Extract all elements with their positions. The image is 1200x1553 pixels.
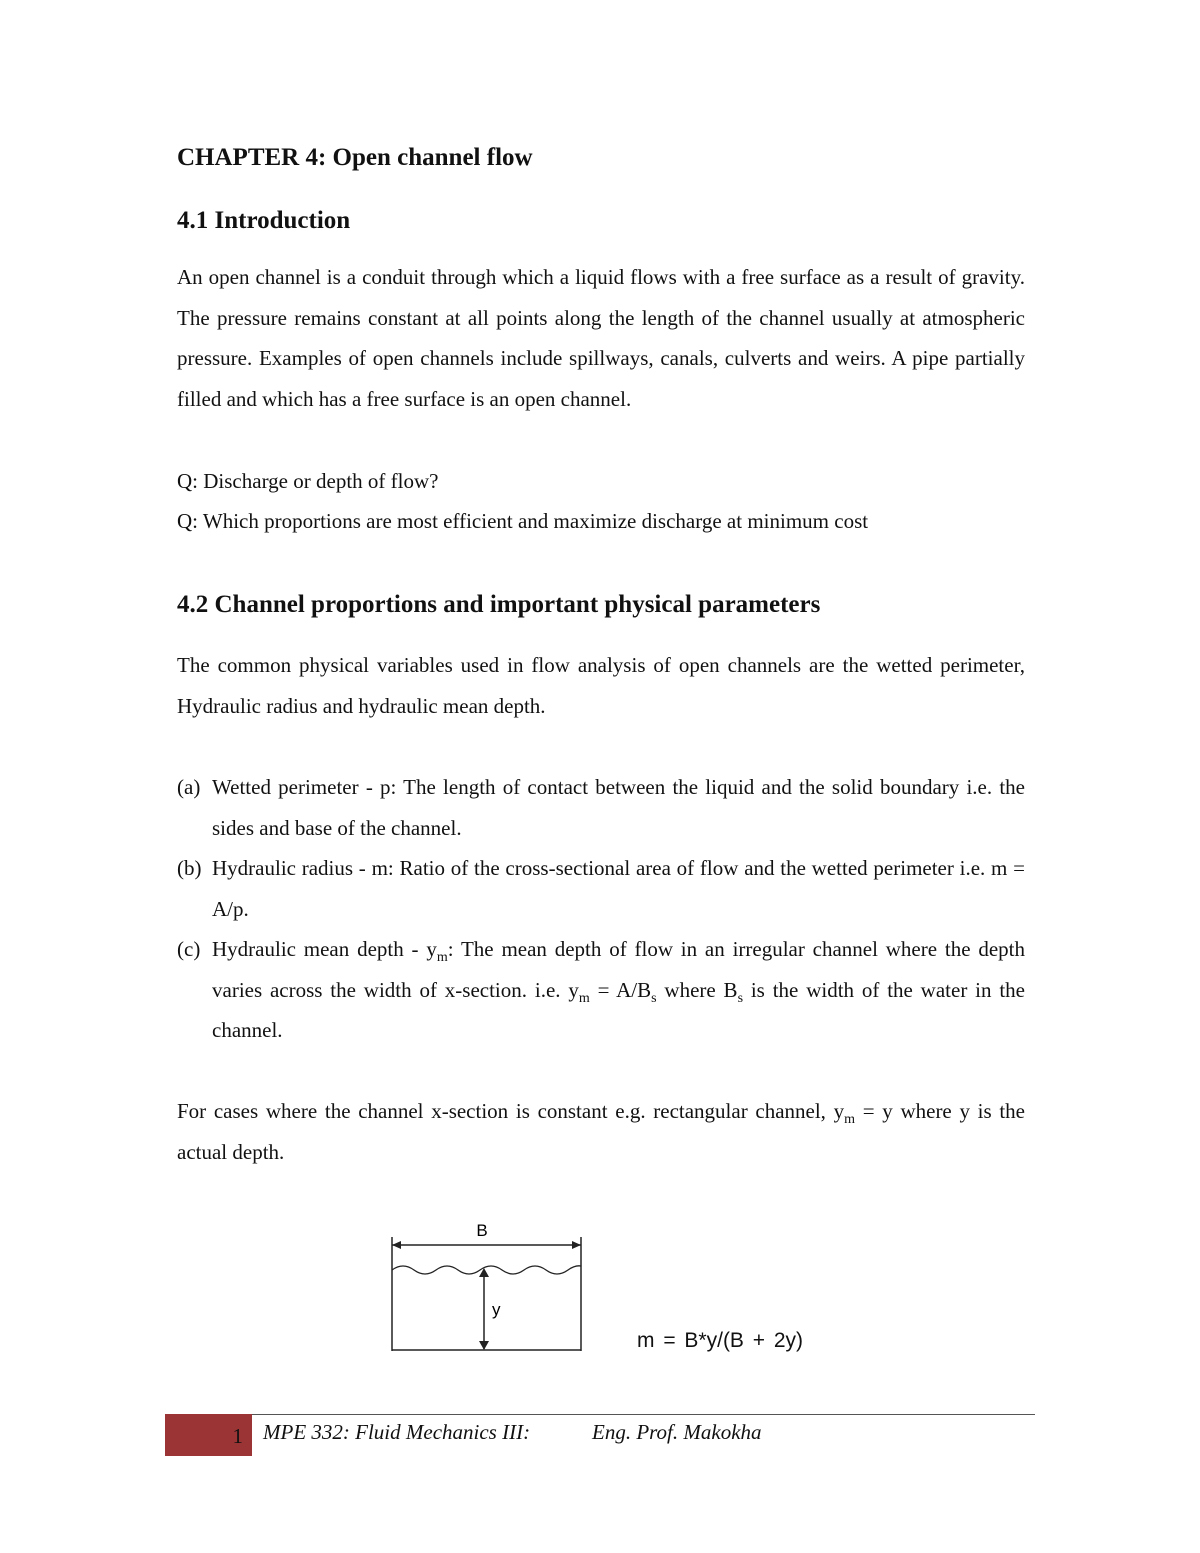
section-heading-introduction: 4.1 Introduction: [177, 207, 351, 234]
list-marker: (a): [177, 775, 201, 799]
question-1: Q: Discharge or depth of flow?: [177, 469, 439, 493]
list-item-text: Hydraulic mean depth - $y_m$: The mean depth of flow in an irregular channel where the depth varies across the width of x-section. i.e. $y_m = A/B_s$ where $B_s$ is the width of the water in the channel.: [212, 937, 1025, 1043]
question-2: Q: Which proportions are most efficient and maximize discharge at minimum cost: [177, 509, 869, 533]
introduction-paragraph: An open channel is a conduit through which a liquid flows with a free surface as a result of gravity. The pressure remains constant at all points along the length of the channel usually at atmospheric pressure. Examples of open channels include spillways, canals, culverts and weirs. A pipe partially filled and which has a free surface is an open channel.: [177, 265, 1025, 412]
list-item-hydraulic-mean-depth: [177, 929, 1025, 1051]
list-marker: (c): [177, 937, 201, 961]
list-item-text: Hydraulic radius - m: Ratio of the cross-sectional area of flow and the wetted perimeter i.e. m = A/p.: [212, 856, 1025, 921]
list-marker: (b): [177, 856, 202, 880]
depth-label: y: [492, 1300, 501, 1319]
footer-course: MPE 332: Fluid Mechanics III:: [263, 1420, 531, 1444]
chapter-title: CHAPTER 4: Open channel flow: [177, 144, 533, 171]
arrow-left-icon: [392, 1241, 401, 1249]
constant-section-note: For cases where the channel x-section is constant e.g. rectangular channel, $y_m = y$ where y is the actual depth.: [177, 1099, 1025, 1164]
list-item-wetted-perimeter: [177, 767, 1025, 848]
list-item-text: Wetted perimeter - p: The length of contact between the liquid and the solid boundary i.e. the sides and base of the channel.: [212, 775, 1025, 840]
width-label: B: [476, 1221, 488, 1240]
arrow-right-icon: [572, 1241, 581, 1249]
parameters-intro-paragraph: The common physical variables used in flow analysis of open channels are the wetted perimeter, Hydraulic radius and hydraulic mean depth.: [177, 653, 1025, 718]
footer-author: Eng. Prof. Makokha: [592, 1420, 762, 1444]
section-heading-channel-proportions: 4.2 Channel proportions and important physical parameters: [177, 591, 821, 618]
rectangular-channel-diagram: [385, 1215, 595, 1355]
footer-rule: [252, 1414, 1035, 1415]
hydraulic-radius-formula: m = B*y/(B + 2y): [637, 1329, 804, 1352]
page-number: 1: [232, 1424, 243, 1448]
list-item-hydraulic-radius: [177, 848, 1025, 929]
arrow-down-icon: [479, 1341, 489, 1350]
